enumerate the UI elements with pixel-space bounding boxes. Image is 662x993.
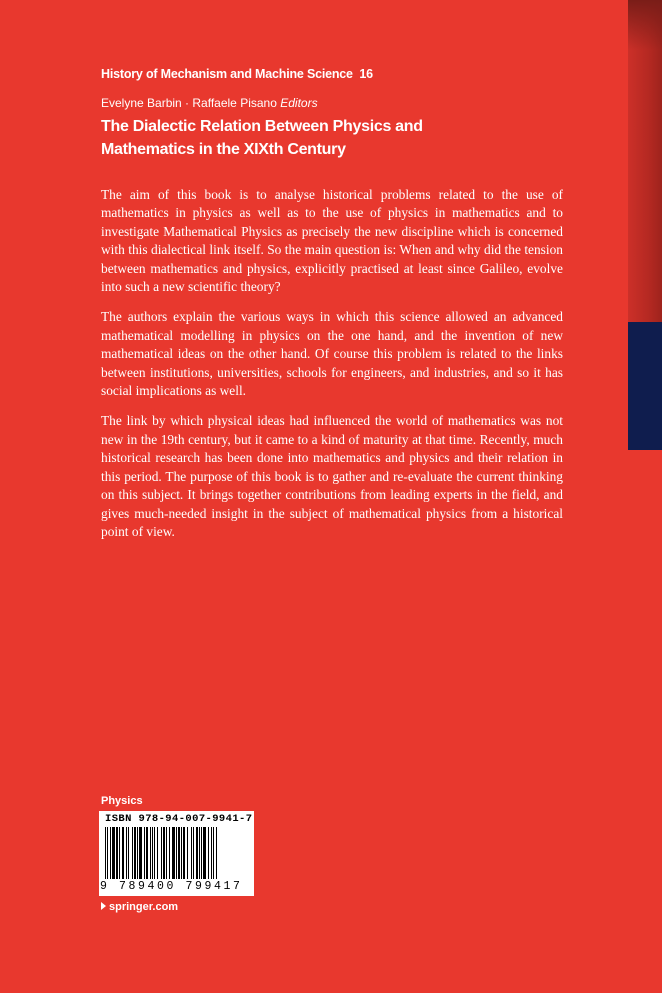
barcode-bar <box>208 827 209 879</box>
website-label: springer.com <box>109 901 179 913</box>
spine-edge-navy <box>628 322 662 450</box>
barcode-bar <box>193 827 194 879</box>
editors-role: Editors <box>280 96 318 110</box>
blurb <box>101 186 563 553</box>
barcode-bar <box>161 827 162 879</box>
barcode-bar <box>107 827 108 879</box>
ean-digits: 9 789400 799417 <box>100 880 243 893</box>
barcode-bar <box>132 827 133 879</box>
barcode-bar <box>187 827 188 879</box>
subject-label: Physics <box>101 795 143 807</box>
barcode-bar <box>134 827 136 879</box>
barcode-bar <box>154 827 155 879</box>
barcode-bar <box>128 827 129 879</box>
editor-names: Evelyne Barbin · Raffaele Pisano <box>101 96 277 110</box>
book-title <box>101 115 521 161</box>
barcode-bar <box>152 827 153 879</box>
barcode-bar <box>157 827 158 879</box>
book-title-line-1: The Dialectic Relation Between Physics and <box>101 118 423 135</box>
barcode-bar <box>203 827 206 879</box>
blurb-paragraph-3: The link by which physical ideas had influenced the world of mathematics was not new in the 19th century, but it came to a kind of maturity at that time. Recently, much historical research has been done into mathematics and physics and their relation in this period. The purpose of this book is to gather and re-evaluate the current thinking on this subject. It brings together contributions from leading experts in the field, and gives much-needed insight in the subject of mathematical physics from a historical point of view. <box>101 413 563 539</box>
barcode-bars <box>105 827 248 879</box>
barcode-bar <box>181 827 182 879</box>
barcode-bar <box>105 827 106 879</box>
isbn-barcode <box>99 811 254 896</box>
spine-edge-red <box>628 0 662 322</box>
barcode-bar <box>176 827 177 879</box>
barcode-bar <box>172 827 175 879</box>
series-name: History of Mechanism and Machine Science <box>101 67 353 81</box>
barcode-bar <box>116 827 118 879</box>
barcode-bar <box>119 827 120 879</box>
barcode-bar <box>196 827 198 879</box>
barcode-bar <box>139 827 142 879</box>
arrow-right-icon <box>101 902 106 910</box>
barcode-bar <box>126 827 127 879</box>
barcode-bar <box>211 827 212 879</box>
barcode-bar <box>163 827 165 879</box>
book-title-line-2: Mathematics in the XIXth Century <box>101 141 346 158</box>
barcode-bar <box>137 827 138 879</box>
series-number: 16 <box>359 67 373 81</box>
barcode-bar <box>191 827 192 879</box>
barcode-bar <box>216 827 217 879</box>
barcode-bar <box>110 827 111 879</box>
blurb-paragraph-1: The aim of this book is to analyse historical problems related to the use of mathematics in physics as well as to the use of physics in mathematics and to investigate Mathematical Physics as precisely the new discipline which is concerned with this dialectical link itself. So the main question is: When and why did the tension between mathematics and physics, explicitly practised at least since Galileo, evolve into such a new scientific theory? <box>101 187 563 295</box>
barcode-bar <box>146 827 148 879</box>
barcode-bar <box>199 827 200 879</box>
barcode-bar <box>122 827 124 879</box>
isbn-number: ISBN 978-94-007-9941-7 <box>105 813 253 825</box>
barcode-bar <box>178 827 180 879</box>
publisher-website[interactable] <box>101 901 178 913</box>
barcode-bar <box>183 827 185 879</box>
barcode-bar <box>150 827 151 879</box>
editors-line <box>101 96 318 110</box>
barcode-bar <box>144 827 145 879</box>
series-title <box>101 67 373 81</box>
blurb-paragraph-2: The authors explain the various ways in which this science allowed an advanced mathematical modelling in physics on the one hand, and the invention of new mathematical ideas on the other hand. Of course this problem is related to the links between institutions, universities, schools for engineers, and industries, and so it has social implications as well. <box>101 309 563 399</box>
barcode-bar <box>166 827 167 879</box>
barcode-bar <box>169 827 170 879</box>
barcode-bar <box>213 827 214 879</box>
spine-edge-lower <box>628 450 662 993</box>
barcode-bar <box>112 827 115 879</box>
barcode-bar <box>201 827 202 879</box>
